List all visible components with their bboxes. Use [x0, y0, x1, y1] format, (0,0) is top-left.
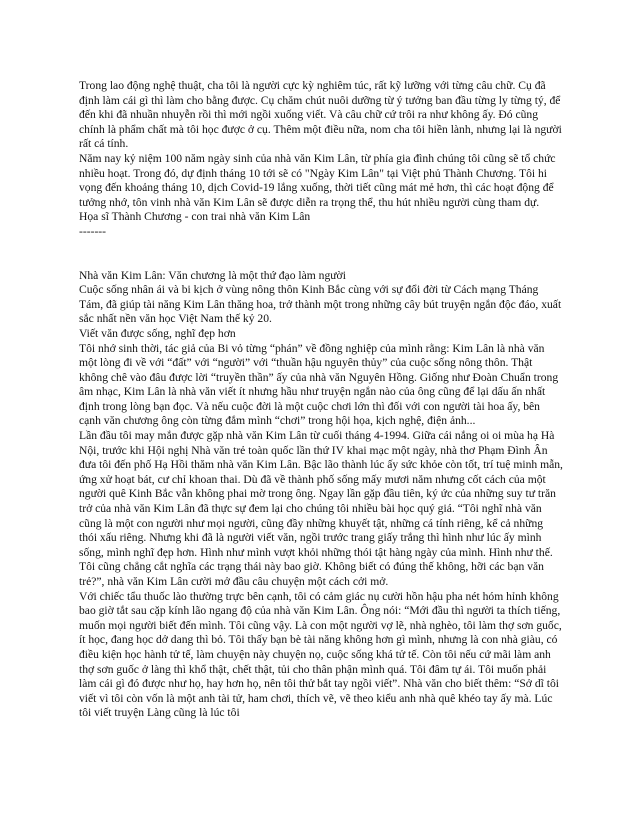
section-article [79, 269, 563, 721]
article-subheading: Viết văn được sống, nghĩ đẹp hơn [79, 326, 236, 340]
blank-spacer [79, 240, 563, 269]
paragraph-first-meeting: Lần đầu tôi may mắn được gặp nhà văn Kim Lân từ cuối tháng 4-1994. Giữa cái nắng oi oi mùa hạ Hà Nội, trước khi Hội nghị Nhà văn trẻ toàn quốc lần thứ IV khai mạc một ngày, nhà thơ Phạm Đình Ân đưa tôi đến phố Hạ Hồi thăm nhà văn Kim Lân. Bậc lão thành lúc ấy sức khỏe còn tốt, trí tuệ minh mẫn, ứng xử hoạt bát, cư chỉ khoan thai. Dù đã về thành phố sống mấy mươi năm nhưng cốt cách của một người quê Kinh Bắc vẫn không phai mờ trong ông. Ngay lần gặp đầu tiên, ký ức của những suy tư trăn trở của nhà văn Kim Lân đã thực sự đem lại cho chúng tôi nhiều bài học quý giá. “Tôi nghĩ nhà văn cũng là một con người như mọi người, cũng đầy những khuyết tật, những cá tính riêng, kể cả những thói xấu riêng. Nhưng khi đã là người viết văn, ngồi trước trang giấy trắng thì hình như lúc ấy mình sống, mình nghĩ đẹp hơn. Hình như mình vượt khỏi những thói tật hàng ngày của mình. Hình như thế. Tôi cũng chẳng cắt nghĩa các trạng thái này bao giờ. Không biết có đúng thế không, hỡi các bạn văn trẻ?”, nhà văn Kim Lân cười mở đầu câu chuyện một cách cởi mở. [79, 429, 563, 588]
section-divider: ------- [79, 224, 107, 238]
paragraph-father-diligence: Trong lao động nghệ thuật, cha tôi là người cực kỳ nghiêm túc, rất kỹ lưỡng với từng câu chữ. Cụ đã định làm cái gì thì làm cho bằng được. Cụ chăm chút nuôi dưỡng từ ý tưởng ban đầu từng ly từng tý, để đến khi đã nhuần nhuyễn rồi thì mới ngồi xuống viết. Và câu chữ cứ trôi ra như không ấy. Đó cũng chính là phẩm chất mà tôi học được ở cụ. Thêm một điều nữa, nom cha tôi hiền lành, nhưng lại là người rất cá tính. [79, 79, 562, 151]
paragraph-centenary-plans: Năm nay kỷ niệm 100 năm ngày sinh của nhà văn Kim Lân, từ phía gia đình chúng tôi cũng sẽ tổ chức nhiều hoạt. Trong đó, dự định tháng 10 tới sẽ có "Ngày Kim Lân" tại Việt phủ Thành Chương. Tôi hi vọng đến khoảng tháng 10, dịch Covid-19 lắng xuống, thời tiết cũng mát mẻ hơn, thì các hoạt động để tưởng nhớ, tôn vinh nhà văn Kim Lân sẽ được diễn ra trọng thể, thu hút nhiều người cùng tham dự. [79, 151, 556, 209]
article-lead: Cuộc sống nhân ái và bi kịch ở vùng nông thôn Kinh Bắc cùng với sự đổi đời từ Cách mạng Tháng Tám, đã giúp tài năng Kim Lân thăng hoa, trở thành một trong những cây bút truyện ngắn độc đáo, xuất sắc nhất nền văn học Việt Nam thế kỷ 20. [79, 283, 562, 326]
paragraph-nguyen-hong-quote: Tôi nhớ sinh thời, tác giả của Bi vỏ từng “phán” về đồng nghiệp của mình rằng: Kim Lân là nhà văn một lòng đi về với “đất” với “người” với “thuần hậu nguyên thủy” của cuộc sống nông thôn. Thật không chê vào đâu được lời “truyền thần” ấy của nhà văn Nguyên Hồng. Giống như Đoàn Chuẩn trong âm nhạc, Kim Lân là nhà văn viết ít nhưng hầu như truyện ngắn nào của ông cũng để lại dấu ấn nhất định trong lòng bạn đọc. Và nếu cuộc đời là một cuộc chơi lớn thì đối với con người tài hoa ấy, bên cạnh văn chương ông còn từng đắm mình “chơi” trong hội họa, kịch nghệ, điện ảnh... [79, 341, 559, 428]
document-page [79, 79, 563, 721]
section-family-memoir [79, 79, 563, 240]
paragraph-pipe-and-smile: Với chiếc tẩu thuốc lào thường trực bên cạnh, tôi có cảm giác nụ cười hồn hậu pha nét hóm hỉnh không bao giờ tắt sau cặp kính lão ngang độ của nhà văn Kim Lân. Ông nói: “Mới đầu thì người ta thích tiếng, muốn mọi người biết đến mình. Tôi cũng vậy. Là con một người vợ lẽ, nhà nghèo, tôi làm thợ sơn guốc, ít học, đang học dở dang thì bỏ. Tôi thấy bạn bè tài năng không hơn gì mình, nhưng là con nhà giàu, có điều kiện học hành tử tế, làm chuyện này chuyện nọ, cuộc sống khá tử tế. Còn tôi nếu cứ mãi làm anh thợ sơn guốc ở làng thì khổ thật, chết thật, tủi cho thân phận mình quá. Tôi đâm tự ái. Tôi muốn phải làm cái gì đó được như họ, hay hơn họ, nên tôi thử bắt tay ngồi viết”. Nhà văn cho biết thêm: “Sở dĩ tôi viết vì tôi còn vốn là một anh tài tử, ham chơi, thích vẽ, vẽ theo kiểu anh nhà quê khéo tay ấy mà. Lúc tôi viết truyện Làng cũng là lúc tôi [79, 589, 562, 720]
author-byline: Họa sĩ Thành Chương - con trai nhà văn Kim Lân [79, 210, 311, 224]
article-title: Nhà văn Kim Lân: Văn chương là một thứ đạo làm người [79, 268, 346, 282]
